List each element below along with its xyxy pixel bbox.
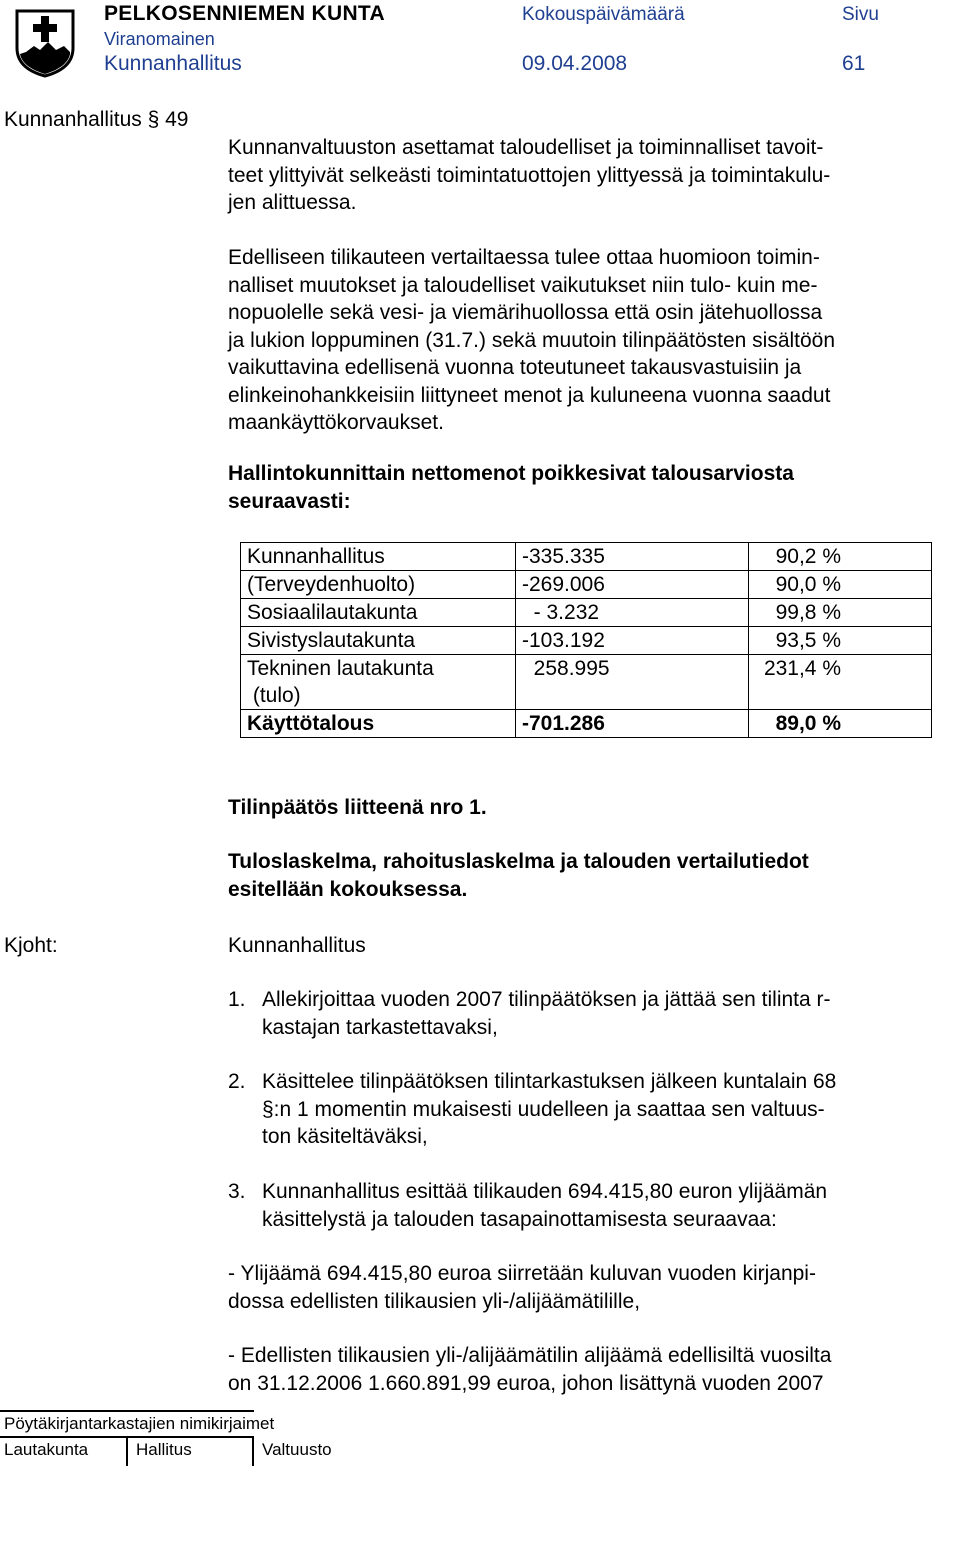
proposal-body: Kunnanhallitus [228,934,366,957]
unit-name: Sosiaalilautakunta [241,599,516,627]
intro-line: teet ylittyivät selkeästi toimintatuottojen ylittyessä ja toimintakulu- [228,163,831,187]
unit-name: (Terveydenhuolto) [241,571,516,599]
proposal-item-number: 3. [228,1180,246,1203]
net-amount: -103.192 [516,627,749,655]
footer-divider [126,1436,128,1466]
proposal-item [262,1068,960,1151]
net-amount: - 3.232 [516,599,749,627]
table-total-row [241,710,932,738]
surplus-paragraph [228,1260,928,1315]
realization-percent: 90,2 % [775,545,841,568]
realization-percent: 231,4 % [763,657,841,680]
page-label: Sivu [842,4,879,25]
unit-name: Kunnanhallitus [241,543,516,571]
table-row [241,599,932,627]
footer-cell-board: Lautakunta [4,1440,89,1459]
table-heading-line: Hallintokunnittain nettomenot poikkesivat talousarviosta [228,462,794,485]
authority-value: Kunnanhallitus [104,52,242,75]
paragraph-line: ja lukion loppuminen (31.7.) sekä muutoin tilinpäätösten sisältöön [228,328,836,352]
unit-name-line: (tulo) [247,684,301,707]
municipal-coat-of-arms [14,8,76,78]
deficit-line: - Edellisten tilikausien yli-/alijäämätilin alijäämä edellisiltä vuosilta [228,1344,832,1367]
proposal-label: Kjoht: [4,934,58,957]
proposal-item-line: Kunnanhallitus esittää tilikauden 694.415,80 euron ylijäämän [262,1180,828,1203]
total-amount: -701.286 [516,710,749,738]
table-heading-line: seuraavasti: [228,489,351,513]
presentation-note-line: esitellään kokouksessa. [228,877,468,901]
page-number: 61 [842,52,866,75]
unit-name [241,655,516,710]
net-amount: -335.335 [516,543,749,571]
comparison-paragraph [228,244,928,437]
surplus-line: - Ylijäämä 694.415,80 euroa siirretään kuluvan vuoden kirjanpi- [228,1262,816,1285]
paragraph-line: maankäyttökorvaukset. [228,411,444,434]
paragraph-line: nalliset muutokset ja taloudelliset vaikutukset niin tulo- kuin me- [228,273,818,297]
table-row [241,543,932,571]
meeting-date: 09.04.2008 [522,52,628,75]
table-heading [228,460,928,515]
proposal-item-line: käsittelystä ja talouden tasapainottamisesta seuraavaa: [262,1207,777,1231]
footer-cell-executive: Hallitus [136,1440,192,1459]
footer-divider [252,1436,254,1466]
proposal-item [262,1178,960,1233]
proposal-item [262,986,960,1041]
net-amount: 258.995 [516,655,749,710]
proposal-item-line: Allekirjoittaa vuoden 2007 tilinpäätöksen ja jättää sen tilinta r- [262,988,831,1011]
footer-cell-council: Valtuusto [262,1440,332,1459]
proposal-item-line: ton käsiteltäväksi, [262,1125,428,1148]
table-row [241,627,932,655]
intro-line: Kunnanvaltuuston asettamat taloudelliset ja toiminnalliset tavoit- [228,136,824,159]
paragraph-line: Edelliseen tilikauteen vertailtaessa tulee ottaa huomioon toimin- [228,246,820,269]
realization-percent: 90,0 % [775,573,841,596]
paragraph-line: elinkeinohankkeisiin liittyneet menot ja kuluneena vuonna saadut [228,383,831,407]
proposal-item-number: 1. [228,988,246,1011]
presentation-note-line: Tuloslaskelma, rahoituslaskelma ja talouden vertailutiedot [228,850,809,873]
surplus-line: dossa edellisten tilikausien yli-/alijäämätilille, [228,1289,641,1313]
proposal-item-line: kastajan tarkastettavaksi, [262,1015,498,1039]
total-name: Käyttötalous [241,710,516,738]
deficit-paragraph [228,1342,928,1397]
intro-paragraph [228,134,928,217]
unit-name: Sivistyslautakunta [241,627,516,655]
unit-name-line: Tekninen lautakunta [247,657,434,680]
intro-line: jen alittuessa. [228,191,357,214]
proposal-item-line: §:n 1 momentin mukaisesti uudelleen ja saattaa sen valtuus- [262,1097,825,1121]
deficit-line: on 31.12.2006 1.660.891,99 euroa, johon lisättynä vuoden 2007 [228,1371,824,1395]
proposal-item-line: Käsittelee tilinpäätöksen tilintarkastuksen jälkeen kuntalain 68 [262,1070,837,1093]
organization-name: PELKOSENNIEMEN KUNTA [104,2,385,25]
realization-percent: 99,8 % [775,601,841,624]
paragraph-line: vaikuttavina edellisenä vuonna toteutuneet takausvastuisiin ja [228,356,802,379]
table-row [241,655,932,710]
table-row [241,571,932,599]
meeting-date-label: Kokouspäivämäärä [522,4,685,25]
section-label: Kunnanhallitus § 49 [4,108,189,131]
footer-top-rule [0,1410,254,1412]
presentation-note [228,848,928,903]
authority-label: Viranomainen [104,29,215,49]
proposal-item-number: 2. [228,1070,246,1093]
attachment-note: Tilinpäätös liitteenä nro 1. [228,796,487,819]
total-percent: 89,0 % [775,712,841,735]
net-amount: -269.006 [516,571,749,599]
footer-title: Pöytäkirjantarkastajien nimikirjaimet [4,1414,275,1433]
paragraph-line: nopuolelle sekä vesi- ja viemärihuollossa että osin jätehuollossa [228,301,823,324]
realization-percent: 93,5 % [775,629,841,652]
net-expenses-table [240,542,932,738]
